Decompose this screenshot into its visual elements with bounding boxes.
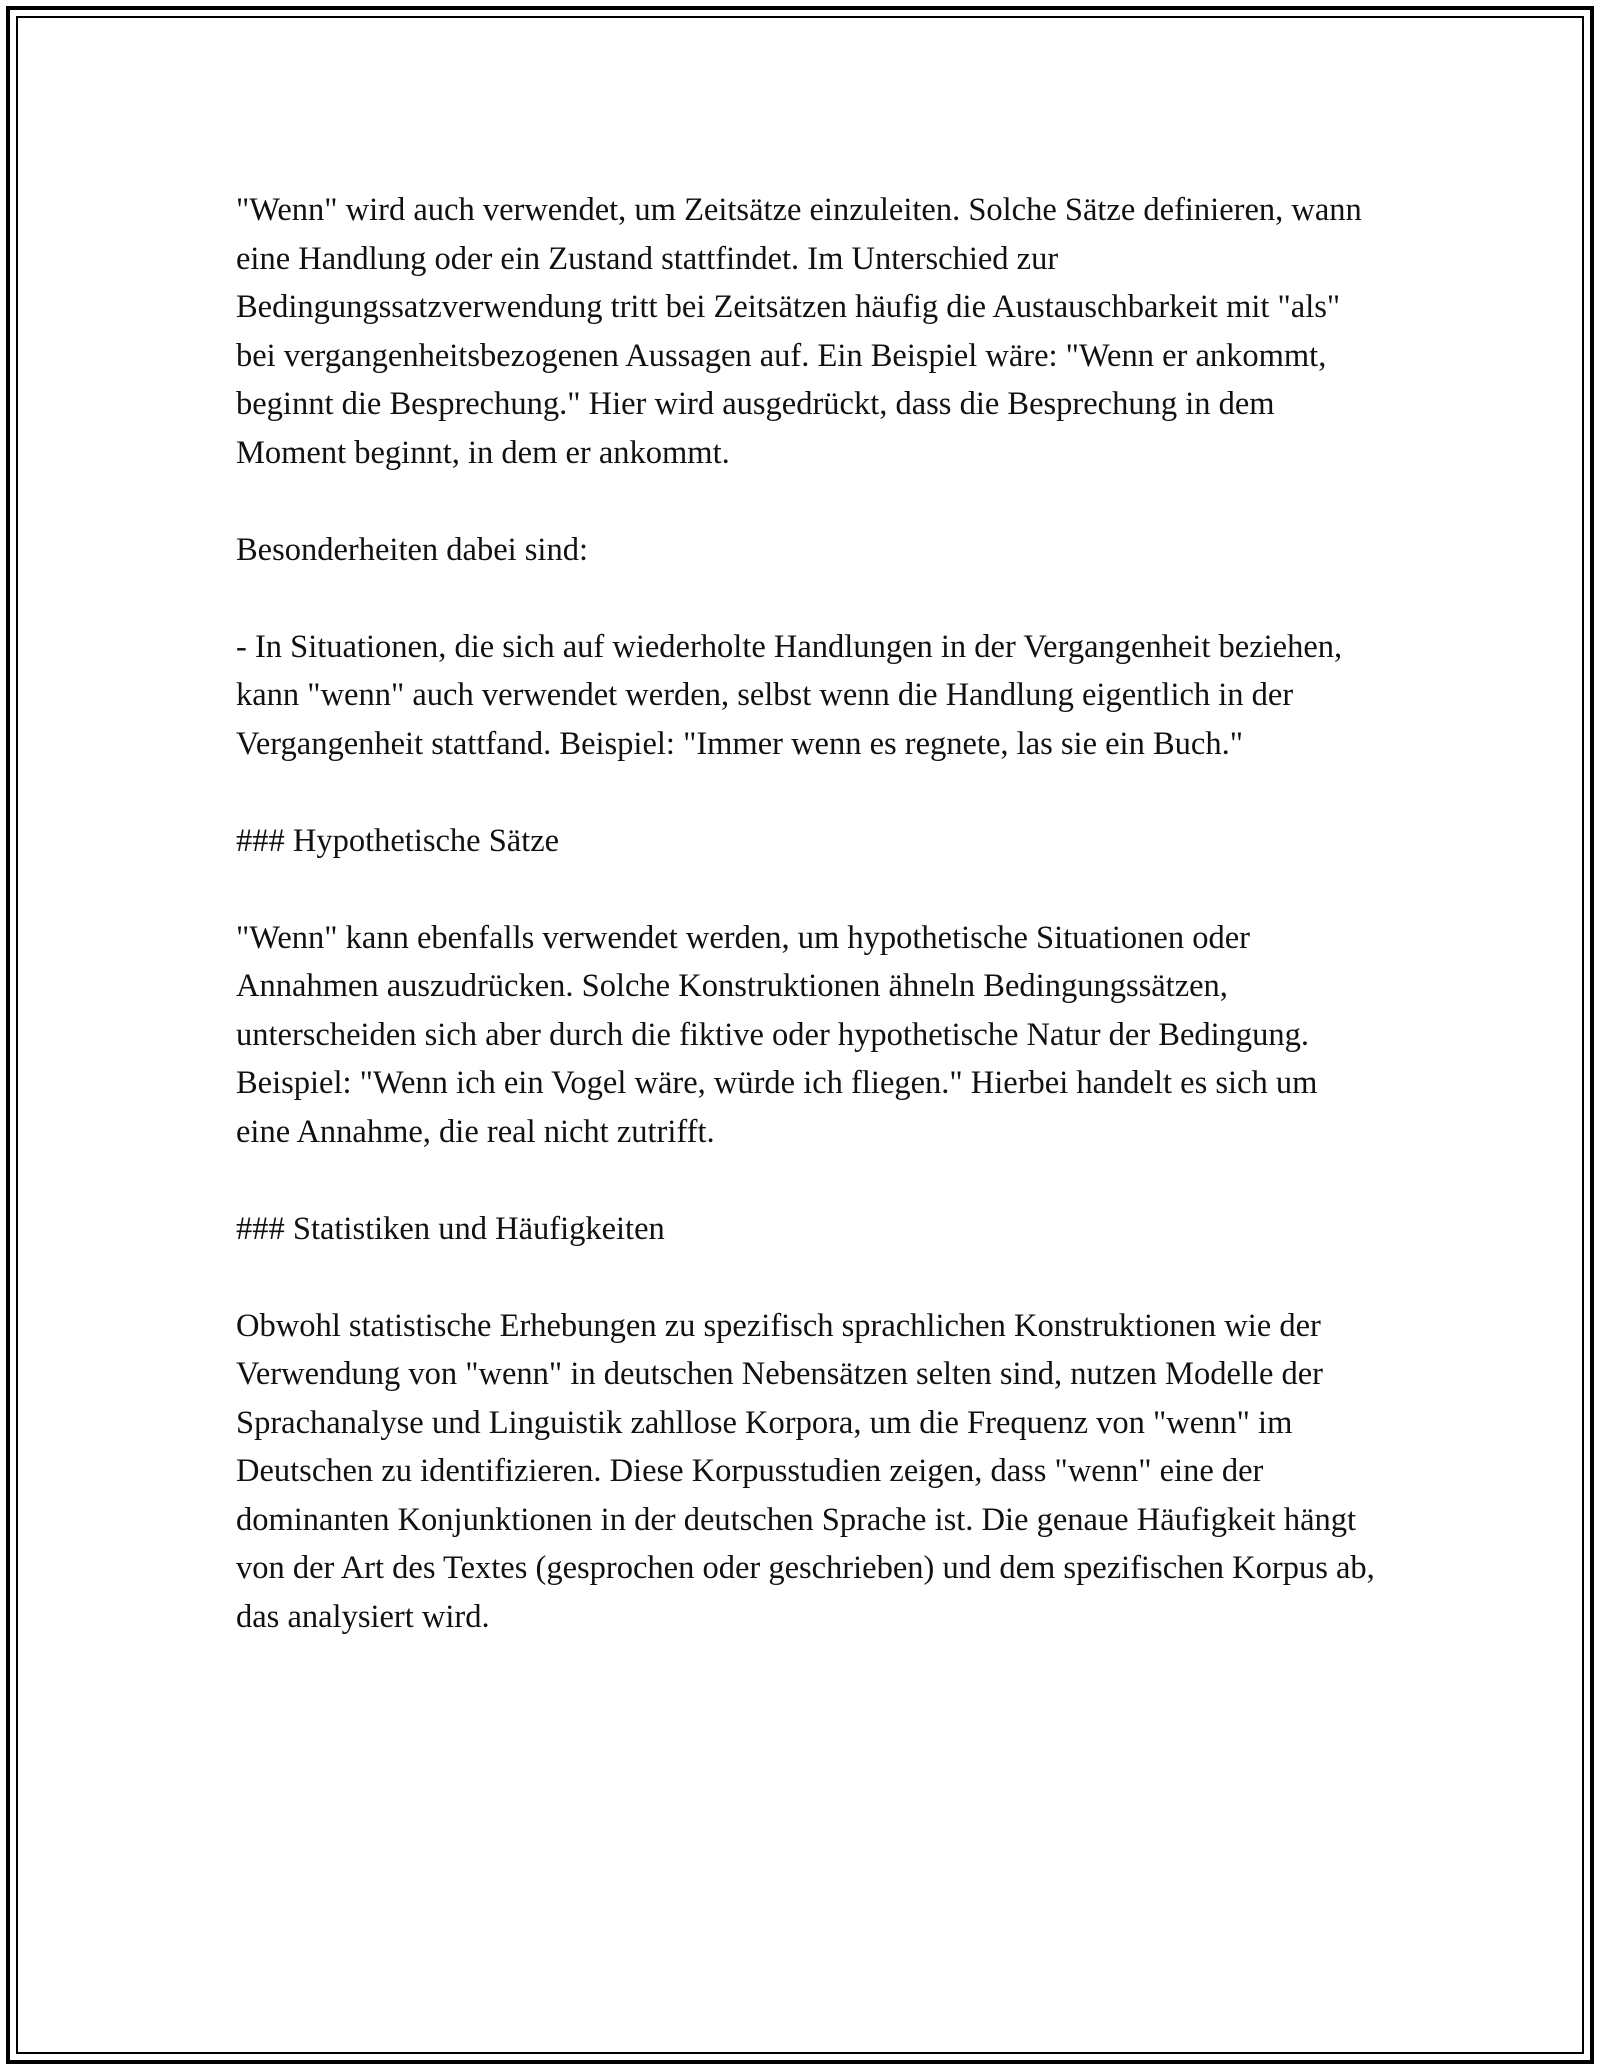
heading-hypothetische-saetze: ### Hypothetische Sätze bbox=[236, 822, 560, 859]
heading-statistiken: ### Statistiken und Häufigkeiten bbox=[236, 1210, 665, 1247]
paragraph-hypothetische-saetze: "Wenn" kann ebenfalls verwendet werden, um hypothetische Situationen oder Annahmen auszudrücken. Solche Konstruktionen ähneln Bedingungssätzen, unterscheiden sich aber durch die fiktive oder hypothetische Natur der Bedingung. Beispiel: "Wenn ich ein Vogel wäre, würde ich fliegen." Hierbei handelt es sich um eine Annahme, die real nicht zutrifft. bbox=[236, 919, 1318, 1150]
paragraph-statistiken: Obwohl statistische Erhebungen zu spezifisch sprachlichen Konstruktionen wie der Verwendung von "wenn" in deutschen Nebensätzen selten sind, nutzen Modelle der Sprachanalyse und Linguistik zahllose Korpora, um die Frequenz von "wenn" im Deutschen zu identifizieren. Diese Korpusstudien zeigen, dass "wenn" eine der dominanten Konjunktionen in der deutschen Sprache ist. Die genaue Häufigkeit hängt von der Art des Textes (gesprochen oder geschrieben) und dem spezifischen Korpus ab, das analysiert wird. bbox=[236, 1307, 1375, 1635]
list-item-wiederholte-handlungen: - In Situationen, die sich auf wiederholte Handlungen in der Vergangenheit beziehen, kann "wenn" auch verwendet werden, selbst wenn die Handlung eigentlich in der Vergangenheit stattfand. Beispiel: "Immer wenn es regnete, las sie ein Buch." bbox=[236, 628, 1343, 762]
document-body bbox=[236, 186, 1376, 1641]
paragraph-besonderheiten-intro: Besonderheiten dabei sind: bbox=[236, 531, 588, 568]
paragraph-zeitsaetze: "Wenn" wird auch verwendet, um Zeitsätze einzuleiten. Solche Sätze definieren, wann eine Handlung oder ein Zustand stattfindet. Im Unterschied zur Bedingungssatzverwendung tritt bei Zeitsätzen häufig die Austauschbarkeit mit "als" bei vergangenheitsbezogenen Aussagen auf. Ein Beispiel wäre: "Wenn er ankommt, beginnt die Besprechung." Hier wird ausgedrückt, dass die Besprechung in dem Moment beginnt, in dem er ankommt. bbox=[236, 192, 1362, 471]
